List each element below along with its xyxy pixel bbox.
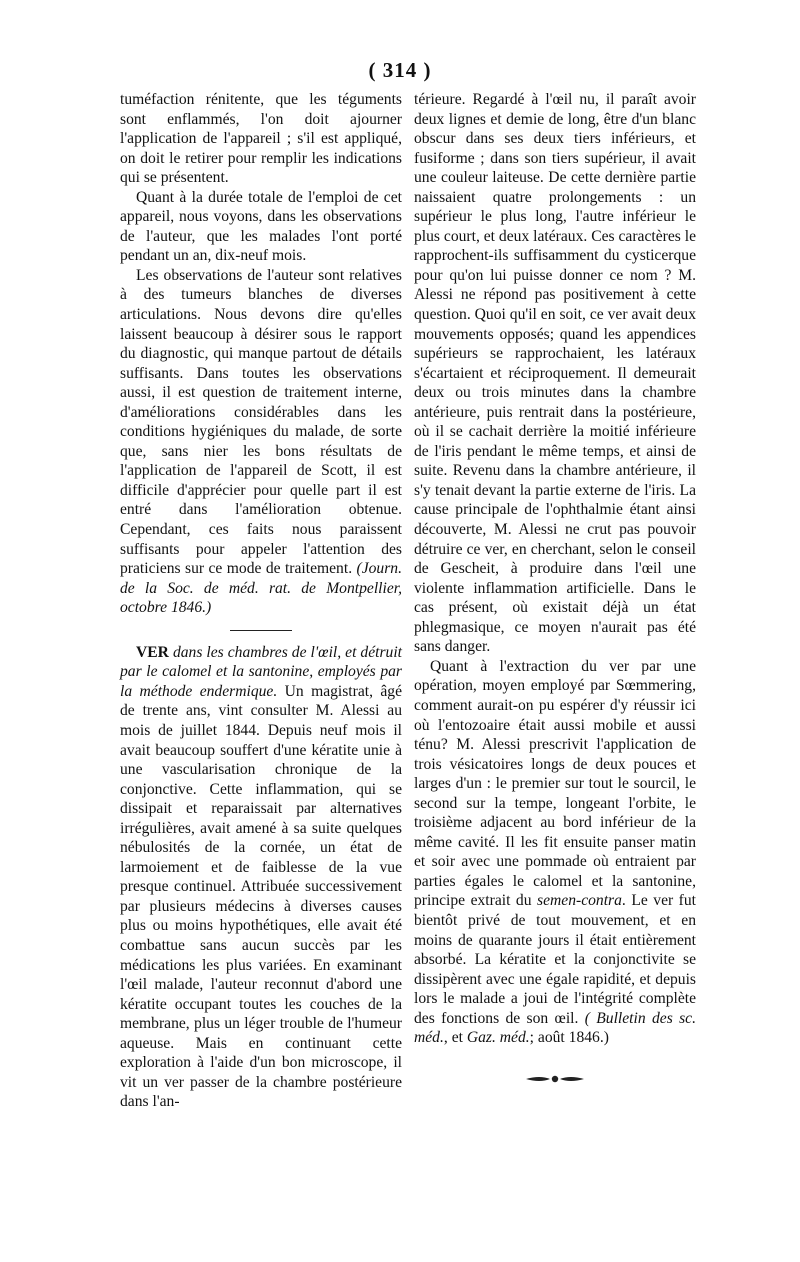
citation-text: ; août 1846.) <box>529 1029 609 1047</box>
paragraph <box>414 657 696 1048</box>
citation-journal: ( Bulletin des sc. méd. <box>414 1009 696 1047</box>
paragraph-text: . Le ver fut bientôt privé de tout mouvement, et en moins de quarante jours il était entièrement absorbé. La kératite et la conjonctivite se dissipèrent avec une égale rapidité, et depuis lors le malade a joui de l'intégrité complète des fonctions de son œil. <box>414 892 697 1027</box>
paragraph: Quant à la durée totale de l'emploi de cet appareil, nous voyons, dans les observations de l'auteur, que les malades l'ont porté pendant un an, dix-neuf mois. <box>120 188 402 265</box>
page-number: ( 314 ) <box>368 58 432 82</box>
article-body: Un magistrat, âgé de trente ans, vint consulter M. Alessi au mois de juillet 1844. Depuis neuf mois il avait beaucoup souffert d'une kératite unie à une vascularisation chronique de la conjonctive. Cette inflammation, qui se dissipait et reparaissait par alternatives irrégulières, avait amené à sa suite quelques nébulosités de la cornée, un état de larmoiement et de faiblesse de la vue presque continuel. Attribuée successivement par plusieurs médecins à diverses causes plus ou moins hypothétiques, elle avait été combattue sans aucun succès par les médications les plus variées. En examinant l'œil malade, l'auteur reconnut d'abord une kératite occupant toutes les couches de la membrane, plus un léger trouble de l'humeur aqueuse. Mais en continuant cette exploration à l'aide d'un bon microscope, il vit un ver passer de la chambre postérieure dans l'an- <box>120 682 403 1111</box>
ornament-icon <box>524 1074 586 1084</box>
italic-term: semen-contra <box>537 892 622 910</box>
paragraph: térieure. Regardé à l'œil nu, il paraît avoir deux lignes et demie de long, être d'un blanc obscur dans ses deux tiers inférieurs, et fusiforme ; dans son tiers supérieur, il avait une couleur laiteuse. De cette dernière partie naissaient quatre prolongements : un supérieur le plus long, l'autre inférieur le plus court, et deux latéraux. Ces caractères le rapprochent-ils suffisamment du cysticerque pour qu'on lui puisse donner ce nom ? M. Alessi ne répond pas positivement à cette question. Quoi qu'il en soit, ce ver avait deux mouvements opposés; quand les appendices supérieurs se rapprochaient, les latéraux s'écartaient et réciproquement. Il demeurait deux ou trois minutes dans la chambre antérieure, puis rentrait dans la postérieure, où il se cachait derrière la moitié inférieure de l'iris pendant le même temps, et ainsi de suite. Revenu dans la chambre antérieure, il s'y tenait devant la partie externe de l'iris. La cause principale de l'ophthalmie étant ainsi découverte, M. Alessi ne crut pas pouvoir détruire ce ver, en cherchant, selon le conseil de Gescheit, à produire dans l'œil une violente inflammation artificielle. Dans le cas présent, où existait déjà un état phlegmasique, ce moyen n'aurait pas été sans danger. <box>414 91 696 656</box>
citation: (Journ. de la Soc. de méd. rat. de Montpellier, octobre 1846.) <box>120 560 402 617</box>
article <box>120 643 402 1112</box>
end-ornament <box>524 1070 586 1080</box>
left-column <box>120 90 402 1112</box>
citation-journal: Gaz. méd. <box>466 1029 530 1047</box>
paragraph <box>120 266 402 618</box>
paragraph: tuméfaction rénitente, que les téguments sont enflammés, l'on doit ajourner l'application de l'appareil ; s'il est appliqué, on doit le retirer pour remplir les indications qui se présentent. <box>120 91 402 187</box>
article-heading: VER <box>136 643 169 661</box>
citation-text: , et <box>443 1029 463 1047</box>
paragraph-text: Quant à l'extraction du ver par une opération, moyen employé par Sœmmering, comment aurait-on pu espérer d'y réussir ici où l'entozoaire était aussi mobile et aussi ténu? M. Alessi prescrivit l'application de trois vésicatoires longs de deux pouces et larges d'un : le premier sur tout le sourcil, le second sur la tempe, longeant l'orbite, le troisième adjacent au bord inférieur de la même cavité. Il les fit ensuite panser matin et soir avec une pommade où entraient par parties égales le calomel et la santonine, principe extrait du <box>414 657 696 910</box>
right-column <box>414 90 696 1080</box>
paragraph-text: Les observations de l'auteur sont relatives à des tumeurs blanches de diverses articulations. Nous devons dire qu'elles laissent beaucoup à désirer sous le rapport du diagnostic, qui manque partout de détails suffisants. Dans toutes les observations aussi, il est question de traitement interne, d'améliorations considérables dans les conditions hygiéniques du malade, de sorte que, sans nier les bons résultats de l'application de l'appareil de Scott, il est difficile d'apprécier pour quelle part il est entré dans l'amélioration obtenue. Cependant, ces faits nous paraissent suffisants pour appeler l'attention des praticiens sur ce mode de traitement. <box>120 266 402 578</box>
section-divider <box>230 630 292 631</box>
article-subtitle: dans les chambres de l'œil, et détruit par le calomel et la santonine, employés par la méthode endermique. <box>120 643 402 700</box>
